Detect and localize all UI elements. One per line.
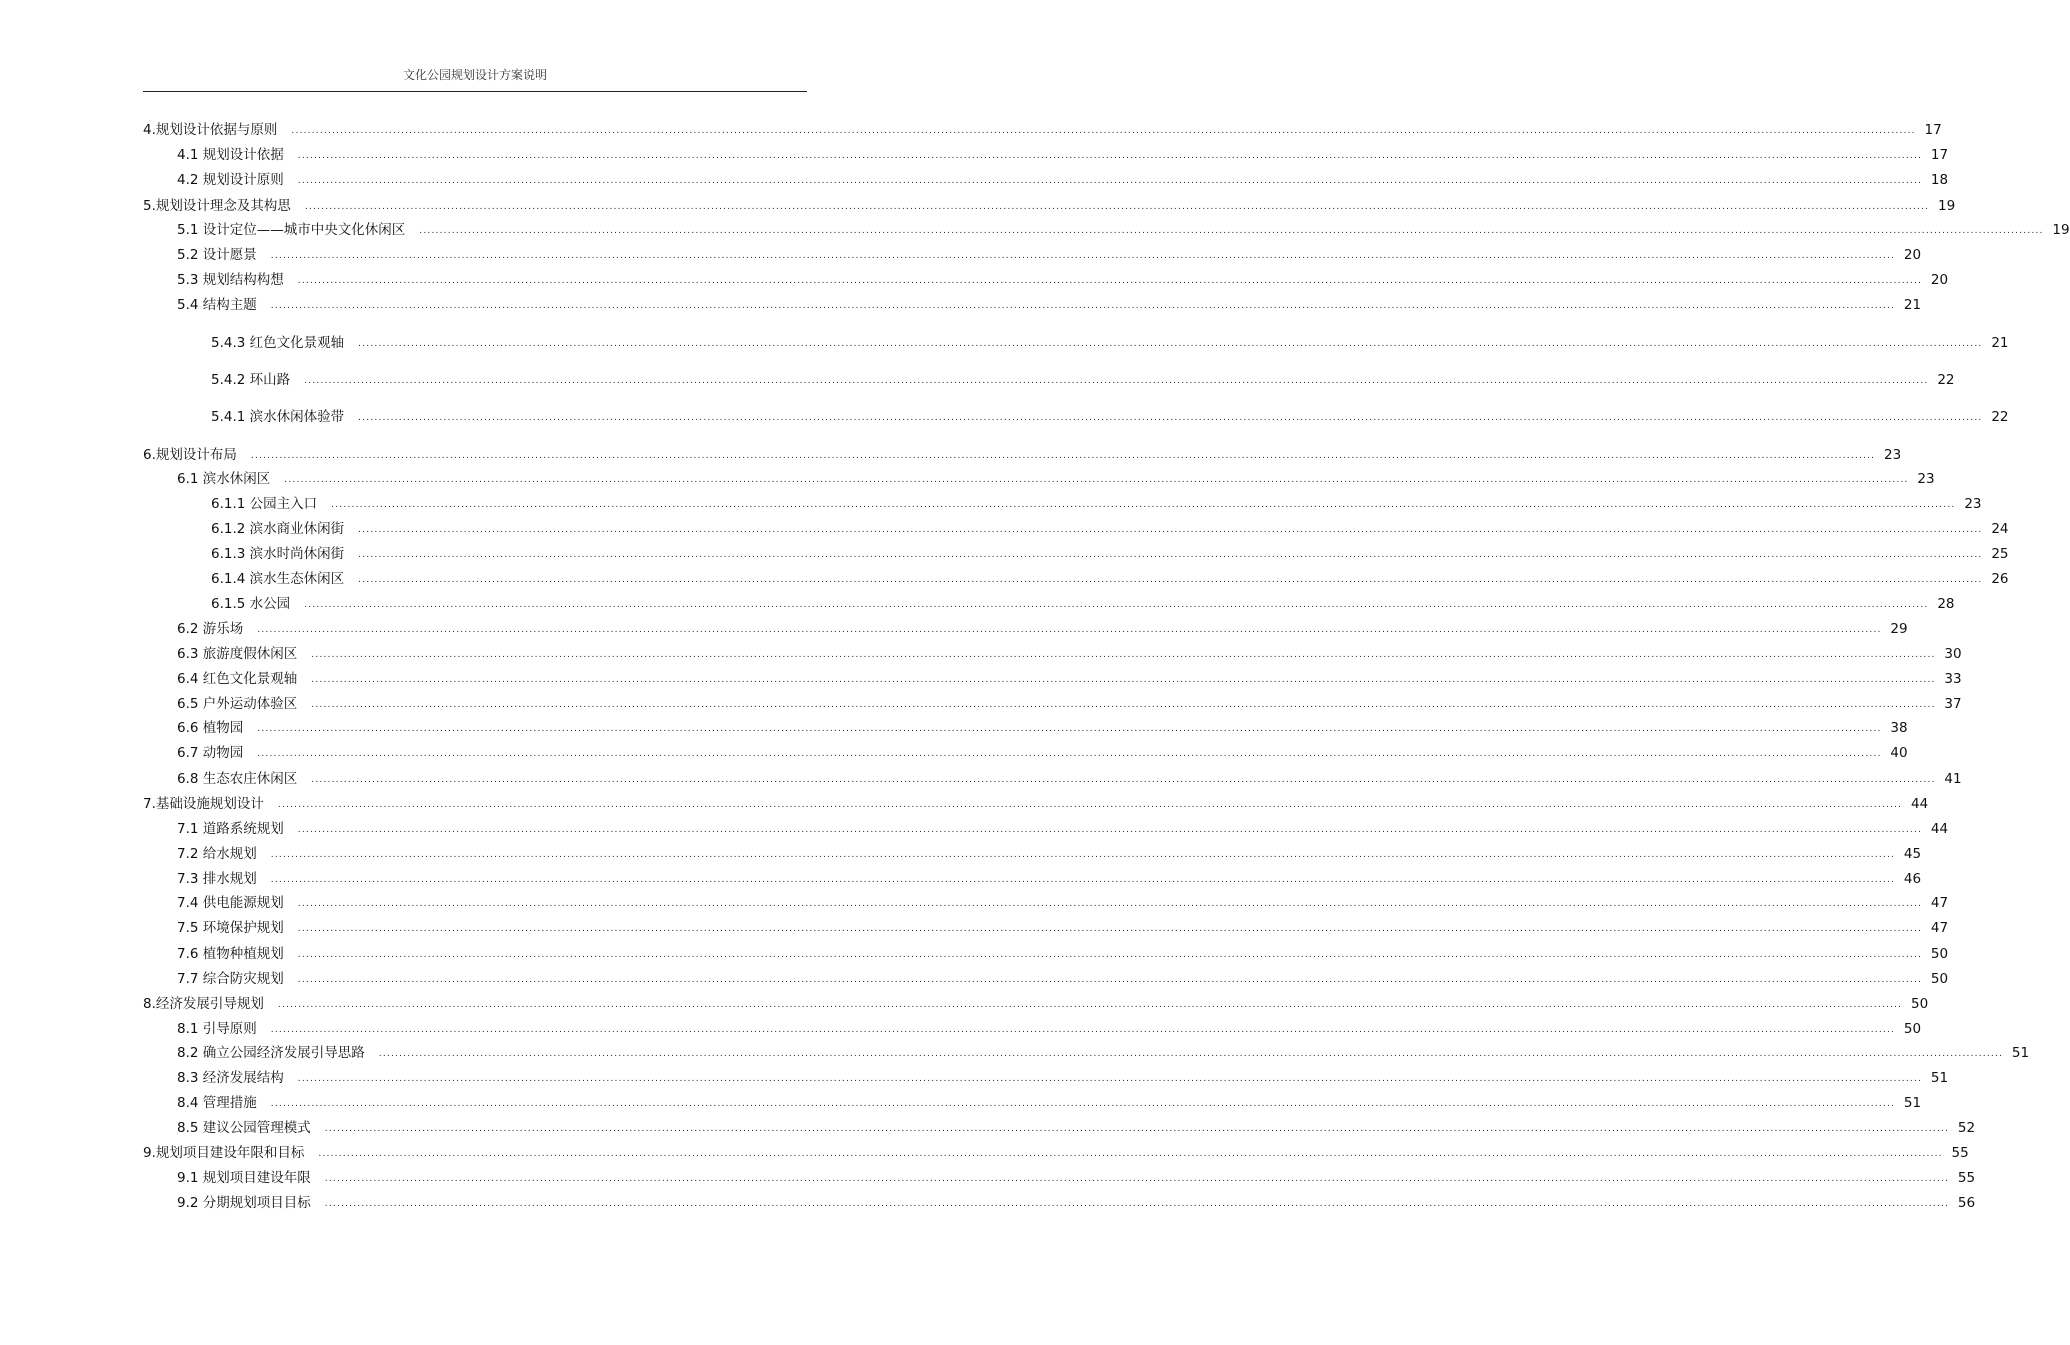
toc-leader-dots: ................................................................................................................................................................................................................................................................................................................................................................................................................ — [311, 675, 1936, 685]
toc-entry-label: 5.规划设计理念及其构思 — [143, 198, 291, 214]
toc-entry[interactable] — [177, 1118, 1976, 1138]
toc-entry[interactable] — [177, 769, 1962, 789]
toc-entry-page-number: 21 — [1991, 335, 2009, 351]
toc-entry-page-number: 51 — [2011, 1045, 2030, 1061]
toc-entry[interactable] — [177, 743, 1908, 763]
toc-entry-label: 5.1 设计定位——城市中央文化休闲区 — [177, 222, 406, 238]
toc-entry-page-number: 50 — [1930, 946, 1949, 962]
toc-entry-page-number: 40 — [1890, 745, 1908, 761]
toc-entry-label: 8.5 建议公园管理模式 — [177, 1120, 311, 1136]
toc-leader-dots: ................................................................................................................................................................................................................................................................................................................................................................................................................ — [297, 825, 1923, 835]
toc-entry[interactable] — [177, 1093, 1922, 1113]
toc-entry-page-number: 17 — [1924, 122, 1942, 138]
toc-entry-page-number: 22 — [1991, 409, 2009, 425]
toc-entry[interactable] — [177, 1043, 2030, 1063]
toc-entry[interactable] — [177, 944, 1949, 964]
toc-entry[interactable] — [211, 494, 1982, 514]
toc-leader-dots: ................................................................................................................................................................................................................................................................................................................................................................................................................ — [358, 339, 1983, 349]
toc-entry-label: 7.4 供电能源规划 — [177, 895, 284, 911]
toc-leader-dots: ................................................................................................................................................................................................................................................................................................................................................................................................................ — [270, 301, 1896, 311]
toc-entry-label: 6.8 生态农庄休闲区 — [177, 771, 298, 787]
toc-entry[interactable] — [177, 469, 1935, 489]
toc-entry-label: 5.4.2 环山路 — [211, 372, 291, 388]
toc-entry[interactable] — [211, 594, 1955, 614]
toc-entry-page-number: 50 — [1903, 1021, 1922, 1037]
toc-entry-page-number: 24 — [1991, 521, 2009, 537]
toc-leader-dots: ................................................................................................................................................................................................................................................................................................................................................................................................................ — [358, 413, 1983, 423]
toc-entry-label: 8.1 引导原则 — [177, 1021, 257, 1037]
toc-leader-dots: ................................................................................................................................................................................................................................................................................................................................................................................................................ — [304, 202, 1930, 212]
toc-entry[interactable] — [143, 445, 1902, 465]
toc-leader-dots: ................................................................................................................................................................................................................................................................................................................................................................................................................ — [297, 276, 1923, 286]
toc-entry[interactable] — [143, 1143, 1969, 1163]
toc-leader-dots: ................................................................................................................................................................................................................................................................................................................................................................................................................ — [304, 376, 1929, 386]
toc-entry-page-number: 30 — [1944, 646, 1962, 662]
toc-entry-page-number: 23 — [1884, 447, 1902, 463]
toc-leader-dots: ................................................................................................................................................................................................................................................................................................................................................................................................................ — [297, 924, 1923, 934]
toc-entry[interactable] — [177, 619, 1908, 639]
toc-entry-page-number: 50 — [1930, 971, 1949, 987]
toc-leader-dots: ................................................................................................................................................................................................................................................................................................................................................................................................................ — [358, 550, 1983, 560]
toc-entry-page-number: 20 — [1930, 272, 1949, 288]
toc-leader-dots: ................................................................................................................................................................................................................................................................................................................................................................................................................ — [324, 1174, 1950, 1184]
toc-entry[interactable] — [143, 196, 1956, 216]
toc-entry-page-number: 44 — [1911, 796, 1929, 812]
toc-entry[interactable] — [143, 994, 1929, 1014]
toc-leader-dots: ................................................................................................................................................................................................................................................................................................................................................................................................................ — [324, 1124, 1950, 1134]
toc-entry-label: 9.2 分期规划项目目标 — [177, 1195, 311, 1211]
toc-entry-page-number: 20 — [1903, 247, 1922, 263]
toc-entry[interactable] — [143, 120, 1942, 140]
toc-entry-page-number: 46 — [1903, 871, 1922, 887]
toc-entry[interactable] — [143, 794, 1929, 814]
toc-entry[interactable] — [177, 1193, 1976, 1213]
toc-entry-label: 6.5 户外运动体验区 — [177, 696, 298, 712]
toc-leader-dots: ................................................................................................................................................................................................................................................................................................................................................................................................................ — [270, 875, 1896, 885]
toc-leader-dots: ................................................................................................................................................................................................................................................................................................................................................................................................................ — [270, 850, 1896, 860]
toc-leader-dots: ................................................................................................................................................................................................................................................................................................................................................................................................................ — [257, 625, 1882, 635]
toc-entry-page-number: 47 — [1930, 920, 1949, 936]
toc-entry-label: 7.3 排水规划 — [177, 871, 257, 887]
toc-entry-page-number: 19 — [1938, 198, 1956, 214]
toc-entry[interactable] — [211, 407, 2009, 427]
toc-entry-label: 7.2 给水规划 — [177, 846, 257, 862]
toc-entry-label: 6.2 游乐场 — [177, 621, 244, 637]
toc-leader-dots: ................................................................................................................................................................................................................................................................................................................................................................................................................ — [257, 724, 1882, 734]
toc-leader-dots: ................................................................................................................................................................................................................................................................................................................................................................................................................ — [304, 600, 1929, 610]
toc-leader-dots: ................................................................................................................................................................................................................................................................................................................................................................................................................ — [284, 475, 1909, 485]
toc-entry[interactable] — [177, 170, 1949, 190]
toc-entry[interactable] — [177, 644, 1962, 664]
toc-entry[interactable] — [177, 969, 1949, 989]
toc-leader-dots: ................................................................................................................................................................................................................................................................................................................................................................................................................ — [297, 975, 1923, 985]
toc-entry[interactable] — [177, 145, 1949, 165]
toc-leader-dots: ................................................................................................................................................................................................................................................................................................................................................................................................................ — [270, 1099, 1896, 1109]
toc-leader-dots: ................................................................................................................................................................................................................................................................................................................................................................................................................ — [277, 800, 1903, 810]
toc-entry-label: 5.3 规划结构构想 — [177, 272, 284, 288]
toc-entry-label: 6.3 旅游度假休闲区 — [177, 646, 298, 662]
toc-entry-page-number: 51 — [1930, 1070, 1949, 1086]
toc-entry-label: 8.3 经济发展结构 — [177, 1070, 284, 1086]
toc-leader-dots: ................................................................................................................................................................................................................................................................................................................................................................................................................ — [311, 700, 1936, 710]
toc-leader-dots: ................................................................................................................................................................................................................................................................................................................................................................................................................ — [378, 1049, 2004, 1059]
toc-entry-page-number: 38 — [1890, 720, 1908, 736]
toc-leader-dots: ................................................................................................................................................................................................................................................................................................................................................................................................................ — [358, 525, 1983, 535]
toc-leader-dots: ................................................................................................................................................................................................................................................................................................................................................................................................................ — [297, 151, 1923, 161]
toc-entry-label: 4.2 规划设计原则 — [177, 172, 284, 188]
toc-entry-label: 6.4 红色文化景观轴 — [177, 671, 298, 687]
toc-leader-dots: ................................................................................................................................................................................................................................................................................................................................................................................................................ — [297, 176, 1923, 186]
toc-entry[interactable] — [177, 1168, 1976, 1188]
toc-leader-dots: ................................................................................................................................................................................................................................................................................................................................................................................................................ — [297, 1074, 1923, 1084]
toc-entry-page-number: 45 — [1903, 846, 1922, 862]
toc-entry-page-number: 37 — [1944, 696, 1962, 712]
toc-entry[interactable] — [211, 370, 1955, 390]
toc-entry-label: 8.4 管理措施 — [177, 1095, 257, 1111]
toc-entry-label: 7.6 植物种植规划 — [177, 946, 284, 962]
toc-entry-label: 5.4.3 红色文化景观轴 — [211, 335, 345, 351]
toc-entry[interactable] — [177, 869, 1922, 889]
toc-leader-dots: ................................................................................................................................................................................................................................................................................................................................................................................................................ — [297, 950, 1923, 960]
toc-entry[interactable] — [211, 333, 2009, 353]
toc-entry-page-number: 26 — [1991, 571, 2009, 587]
toc-entry-page-number: 29 — [1890, 621, 1908, 637]
toc-entry-page-number: 50 — [1911, 996, 1929, 1012]
toc-entry-label: 6.7 动物园 — [177, 745, 244, 761]
toc-entry-label: 5.4 结构主题 — [177, 297, 257, 313]
toc-entry-page-number: 41 — [1944, 771, 1962, 787]
toc-entry-page-number: 44 — [1930, 821, 1949, 837]
toc-entry[interactable] — [177, 270, 1949, 290]
toc-entry-page-number: 52 — [1957, 1120, 1976, 1136]
toc-entry-label: 6.1.3 滨水时尚休闲街 — [211, 546, 345, 562]
toc-entry-label: 9.1 规划项目建设年限 — [177, 1170, 311, 1186]
toc-entry-label: 6.6 植物园 — [177, 720, 244, 736]
toc-entry[interactable] — [211, 544, 2009, 564]
toc-entry-label: 5.4.1 滨水休闲体验带 — [211, 409, 345, 425]
toc-entry-page-number: 47 — [1930, 895, 1949, 911]
toc-entry-page-number: 56 — [1957, 1195, 1976, 1211]
toc-entry-label: 6.1.2 滨水商业休闲街 — [211, 521, 345, 537]
toc-entry-label: 4.规划设计依据与原则 — [143, 122, 278, 138]
page-header: 文化公园规划设计方案说明 — [402, 68, 547, 82]
toc-entry-label: 7.5 环境保护规划 — [177, 920, 284, 936]
toc-leader-dots: ................................................................................................................................................................................................................................................................................................................................................................................................................ — [419, 226, 2044, 236]
toc-entry[interactable] — [177, 918, 1949, 938]
toc-leader-dots: ................................................................................................................................................................................................................................................................................................................................................................................................................ — [358, 575, 1983, 585]
toc-leader-dots: ................................................................................................................................................................................................................................................................................................................................................................................................................ — [311, 650, 1936, 660]
toc-entry[interactable] — [177, 245, 1922, 265]
toc-entry[interactable] — [177, 844, 1922, 864]
toc-entry-page-number: 23 — [1964, 496, 1982, 512]
toc-entry-page-number: 28 — [1937, 596, 1955, 612]
toc-entry[interactable] — [177, 819, 1949, 839]
toc-leader-dots: ................................................................................................................................................................................................................................................................................................................................................................................................................ — [297, 899, 1923, 909]
toc-entry-page-number: 23 — [1917, 471, 1935, 487]
toc-leader-dots: ................................................................................................................................................................................................................................................................................................................................................................................................................ — [250, 451, 1876, 461]
toc-leader-dots: ................................................................................................................................................................................................................................................................................................................................................................................................................ — [311, 775, 1936, 785]
toc-entry-page-number: 22 — [1937, 372, 1955, 388]
toc-entry-page-number: 25 — [1991, 546, 2009, 562]
toc-entry-page-number: 55 — [1951, 1145, 1969, 1161]
toc-entry-label: 6.1.4 滨水生态休闲区 — [211, 571, 345, 587]
toc-leader-dots: ................................................................................................................................................................................................................................................................................................................................................................................................................ — [270, 1025, 1896, 1035]
toc-entry-label: 7.基础设施规划设计 — [143, 796, 264, 812]
toc-leader-dots: ................................................................................................................................................................................................................................................................................................................................................................................................................ — [291, 126, 1916, 136]
toc-entry-label: 8.经济发展引导规划 — [143, 996, 264, 1012]
toc-entry[interactable] — [177, 669, 1962, 689]
toc-entry-label: 5.2 设计愿景 — [177, 247, 257, 263]
toc-entry-label: 6.1 滨水休闲区 — [177, 471, 271, 487]
toc-entry[interactable] — [177, 295, 1922, 315]
toc-leader-dots: ................................................................................................................................................................................................................................................................................................................................................................................................................ — [331, 500, 1956, 510]
toc-leader-dots: ................................................................................................................................................................................................................................................................................................................................................................................................................ — [318, 1149, 1943, 1159]
toc-entry-label: 8.2 确立公园经济发展引导思路 — [177, 1045, 365, 1061]
toc-entry-label: 4.1 规划设计依据 — [177, 147, 284, 163]
toc-entry-page-number: 51 — [1903, 1095, 1922, 1111]
toc-entry-page-number: 18 — [1930, 172, 1949, 188]
toc-entry-label: 7.1 道路系统规划 — [177, 821, 284, 837]
toc-leader-dots: ................................................................................................................................................................................................................................................................................................................................................................................................................ — [270, 251, 1896, 261]
toc-entry[interactable] — [177, 694, 1962, 714]
toc-entry[interactable] — [177, 718, 1908, 738]
toc-entry-page-number: 55 — [1957, 1170, 1976, 1186]
toc-leader-dots: ................................................................................................................................................................................................................................................................................................................................................................................................................ — [257, 749, 1882, 759]
toc-entry[interactable] — [177, 1019, 1922, 1039]
toc-entry-label: 6.1.1 公园主入口 — [211, 496, 318, 512]
toc-leader-dots: ................................................................................................................................................................................................................................................................................................................................................................................................................ — [277, 1000, 1903, 1010]
toc-entry-label: 6.规划设计布局 — [143, 447, 237, 463]
toc-entry-page-number: 19 — [2052, 222, 2070, 238]
toc-entry[interactable] — [177, 220, 2070, 240]
toc-entry[interactable] — [177, 1068, 1949, 1088]
toc-entry[interactable] — [211, 569, 2009, 589]
toc-leader-dots: ................................................................................................................................................................................................................................................................................................................................................................................................................ — [324, 1199, 1950, 1209]
toc-entry-label: 6.1.5 水公园 — [211, 596, 291, 612]
toc-entry-label: 9.规划项目建设年限和目标 — [143, 1145, 305, 1161]
toc-entry-label: 7.7 综合防灾规划 — [177, 971, 284, 987]
toc-entry-page-number: 21 — [1903, 297, 1922, 313]
toc-entry[interactable] — [211, 519, 2009, 539]
toc-entry[interactable] — [177, 893, 1949, 913]
toc-entry-page-number: 33 — [1944, 671, 1962, 687]
toc-entry-page-number: 17 — [1930, 147, 1949, 163]
